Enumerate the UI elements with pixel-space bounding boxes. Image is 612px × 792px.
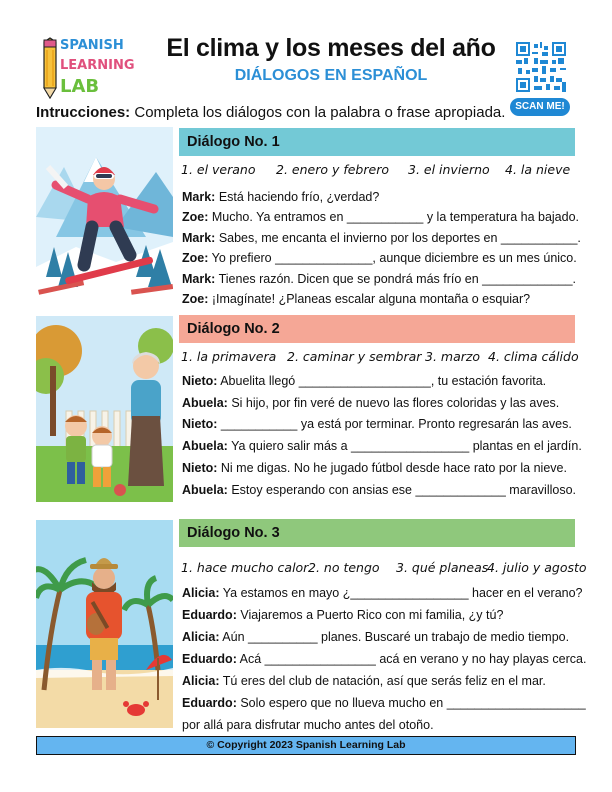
dialog-line — [182, 417, 572, 431]
dialog-2-option: 3. marzo — [425, 349, 481, 364]
line-text: por allá para disfrutar mucho antes del otoño. — [182, 718, 434, 732]
dialog-line — [182, 652, 586, 666]
dialog-1-title: Diálogo No. 1 — [187, 134, 280, 150]
dialog-1-heading — [179, 128, 575, 156]
instructions — [36, 104, 505, 121]
dialog-1-option: 2. enero y febrero — [276, 162, 389, 177]
dialog-line — [182, 292, 530, 306]
speaker: Zoe: — [182, 292, 209, 306]
dialog-line — [182, 396, 559, 410]
line-text: Yo prefiero ______________, aunque diciembre es un mes único. — [208, 251, 577, 265]
page-title: El clima y los meses del año — [166, 34, 496, 62]
instructions-label: Intrucciones: — [36, 104, 131, 121]
speaker: Eduardo: — [182, 652, 237, 666]
line-text: Abuelita llegó ___________________, tu estación favorita. — [217, 374, 547, 388]
dialog-3-title: Diálogo No. 3 — [187, 525, 280, 541]
speaker: Abuela: — [182, 483, 228, 497]
dialog-line — [182, 718, 434, 732]
line-text: Está haciendo frío, ¿verdad? — [215, 190, 380, 204]
dialog-line — [182, 461, 567, 475]
spanish-learning-lab-logo — [36, 36, 154, 106]
speaker: Zoe: — [182, 210, 209, 224]
dialog-3-option: 4. julio y agosto — [487, 560, 587, 575]
dialog-3-word-bank — [181, 560, 587, 575]
qr-code-icon[interactable] — [516, 42, 566, 92]
dialog-2-option: 2. caminar y sembrar — [287, 349, 422, 364]
dialog-3-option: 1. hace mucho calor — [181, 560, 309, 575]
dialog-3-heading — [179, 519, 575, 547]
dialog-1-option: 1. el verano — [181, 162, 256, 177]
dialog-line — [182, 190, 379, 204]
speaker: Alicia: — [182, 630, 220, 644]
speaker: Abuela: — [182, 439, 228, 453]
line-text: Tú eres del club de natación, así que serás feliz en el mar. — [219, 674, 546, 688]
line-text: Sabes, me encanta el invierno por los deportes en ___________. — [215, 231, 581, 245]
speaker: Mark: — [182, 231, 216, 245]
logo-line-1: SPANISH — [60, 38, 124, 53]
dialog-3-option: 2. no tengo — [308, 560, 380, 575]
dialog-3-option: 3. qué planeas — [396, 560, 489, 575]
dialog-line — [182, 272, 576, 286]
dialog-2-heading — [179, 315, 575, 343]
dialog-line — [182, 630, 569, 644]
line-text: ¡Imagínate! ¿Planeas escalar alguna montaña o esquiar? — [208, 292, 531, 306]
copyright-footer: © Copyright 2023 Spanish Learning Lab — [36, 736, 576, 755]
line-text: Ya estamos en mayo ¿_________________ hacer en el verano? — [219, 586, 583, 600]
speaker: Nieto: — [182, 417, 218, 431]
speaker: Nieto: — [182, 461, 218, 475]
dialog-line — [182, 696, 586, 710]
logo-line-2: LEARNING — [60, 58, 135, 73]
line-text: Solo espero que no llueva mucho en ____________________ — [236, 696, 586, 710]
line-text: Ya quiero salir más a _________________ plantas en el jardín. — [227, 439, 582, 453]
speaker: Mark: — [182, 272, 216, 286]
line-text: Estoy esperando con ansias ese _____________ maravilloso. — [227, 483, 576, 497]
logo-line-3: LAB — [60, 76, 100, 97]
snowboarder-illustration — [36, 127, 173, 307]
speaker: Abuela: — [182, 396, 228, 410]
speaker: Zoe: — [182, 251, 209, 265]
line-text: Ni me digas. No he jugado fútbol desde hace rato por la nieve. — [217, 461, 567, 475]
line-text: Acá ________________ acá en verano y no hay playas cerca. — [236, 652, 587, 666]
dialog-line — [182, 674, 546, 688]
dialog-1-option: 4. la nieve — [505, 162, 571, 177]
beach-summer-illustration — [36, 520, 173, 728]
page-subtitle: DIÁLOGOS EN ESPAÑOL — [234, 67, 428, 84]
dialog-line — [182, 439, 582, 453]
speaker: Eduardo: — [182, 696, 237, 710]
dialog-2-option: 1. la primavera — [181, 349, 277, 364]
line-text: Viajaremos a Puerto Rico con mi familia, ¿y tú? — [236, 608, 504, 622]
line-text: Mucho. Ya entramos en ___________ y la temperatura ha bajado. — [208, 210, 580, 224]
dialog-1-option: 3. el invierno — [408, 162, 490, 177]
instructions-text: Completa los diálogos con la palabra o frase apropiada. — [130, 104, 506, 121]
dialog-line — [182, 586, 583, 600]
dialog-line — [182, 231, 581, 245]
family-spring-illustration — [36, 316, 173, 502]
dialog-2-word-bank — [181, 349, 579, 364]
dialog-line — [182, 608, 503, 622]
speaker: Alicia: — [182, 586, 220, 600]
dialog-line — [182, 251, 577, 265]
line-text: Si hijo, por fin veré de nuevo las flores coloridas y las aves. — [227, 396, 560, 410]
dialog-line — [182, 483, 576, 497]
speaker: Nieto: — [182, 374, 218, 388]
line-text: ___________ ya está por terminar. Pronto regresarán las aves. — [217, 417, 572, 431]
dialog-line — [182, 210, 579, 224]
line-text: Tienes razón. Dicen que se pondrá más frío en _____________. — [215, 272, 577, 286]
dialog-1-word-bank — [181, 162, 570, 177]
dialog-2-title: Diálogo No. 2 — [187, 321, 280, 337]
speaker: Eduardo: — [182, 608, 237, 622]
speaker: Alicia: — [182, 674, 220, 688]
dialog-2-option: 4. clima cálido — [488, 349, 579, 364]
speaker: Mark: — [182, 190, 216, 204]
dialog-line — [182, 374, 546, 388]
line-text: Aún __________ planes. Buscaré un trabajo de medio tiempo. — [219, 630, 570, 644]
scan-me-badge: SCAN ME! — [510, 98, 570, 116]
